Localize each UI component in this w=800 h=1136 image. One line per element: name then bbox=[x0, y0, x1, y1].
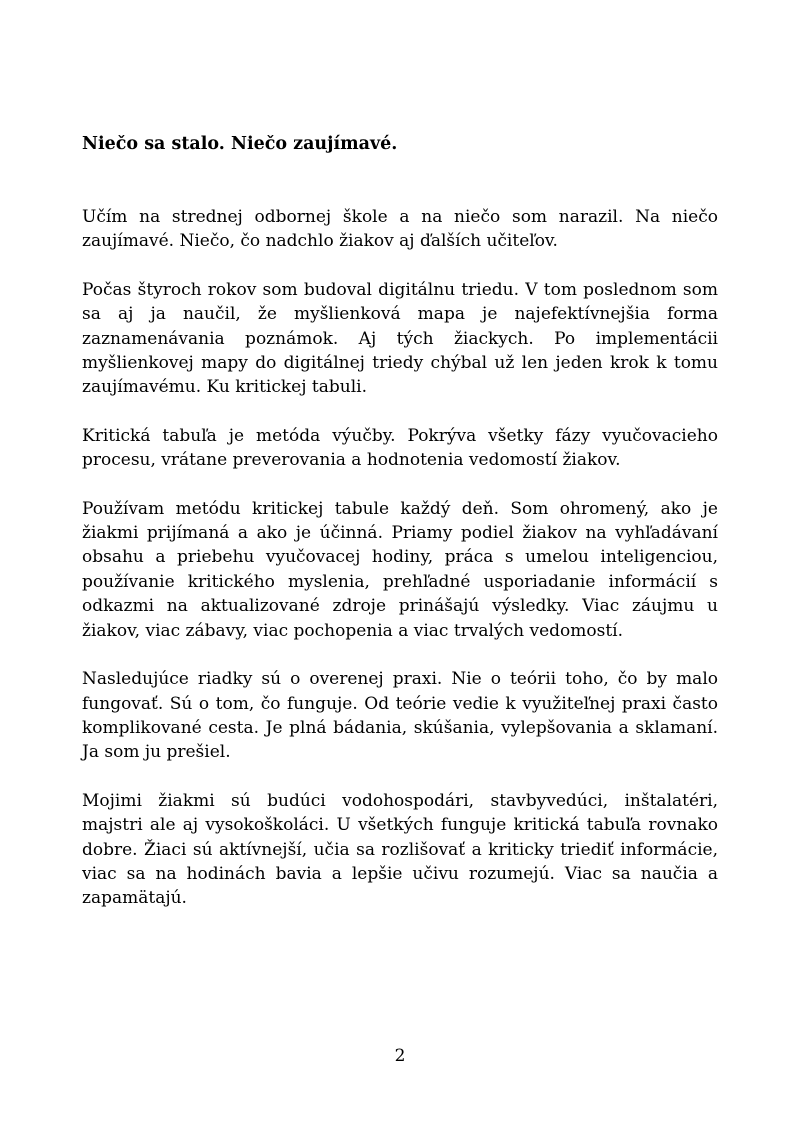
paragraph-practice: Nasledujúce riadky sú o overenej praxi. Nie o teórii toho, čo by malo fungovať. Sú o tom, čo funguje. Od teórie vedie k využiteľnej praxi často komplikované cesta. Je plná bádania, skúšania, vylepšovania a sklamaní. Ja som ju prešiel. bbox=[82, 669, 718, 763]
document-body bbox=[82, 132, 718, 935]
paragraph-students: Mojimi žiakmi sú budúci vodohospodári, stavbyvedúci, inštalatéri, majstri ale aj vysokoškoláci. U všetkých funguje kritická tabuľa rovnako dobre. Žiaci sú aktívnejší, učia sa rozlišovať a kriticky triediť informácie, viac sa na hodinách bavia a lepšie učivu rozumejú. Viac sa naučia a zapamätajú. bbox=[82, 790, 718, 909]
page-number: 2 bbox=[394, 1046, 406, 1066]
paragraph-daily-use: Používam metódu kritickej tabule každý deň. Som ohromený, ako je žiakmi prijímaná a ako je účinná. Priamy podiel žiakov na vyhľadávaní obsahu a priebehu vyučovacej hodiny, práca s umelou inteligenciou, používanie kritického myslenia, prehľadné usporiadanie informácií s odkazmi na aktualizované zdroje prinášajú výsledky. Viac záujmu u žiakov, viac zábavy, viac pochopenia a viac trvalých vedomostí. bbox=[82, 498, 718, 641]
page-title: Niečo sa stalo. Niečo zaujímavé. bbox=[82, 134, 398, 154]
paragraph-intro: Učím na strednej odbornej škole a na niečo som narazil. Na niečo zaujímavé. Niečo, čo nadchlo žiakov aj ďalších učiteľov. bbox=[82, 207, 718, 252]
paragraph-digital-class: Počas štyroch rokov som budoval digitálnu triedu. V tom poslednom som sa aj ja naučil, že myšlienková mapa je najefektívnejšia forma zaznamenávania poznámok. Aj tých žiackych. Po implementácii myšlienkovej mapy do digitálnej triedy chýbal už len jeden krok k tomu zaujímavému. Ku kritickej tabuli. bbox=[82, 279, 718, 398]
paragraph-critical-board: Kritická tabuľa je metóda výučby. Pokrýva všetky fázy vyučovacieho procesu, vrátane preverovania a hodnotenia vedomostí žiakov. bbox=[82, 425, 718, 471]
